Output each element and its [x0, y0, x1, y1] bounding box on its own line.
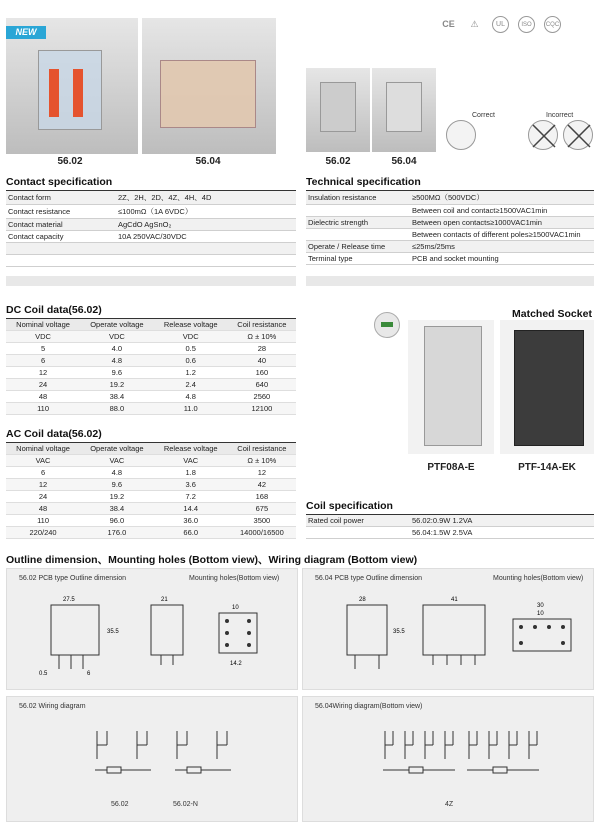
ac-cell: 220/240 — [6, 527, 80, 539]
ac-header: Operate voltage — [80, 443, 154, 455]
dim-label: 10 — [537, 611, 544, 617]
install-correct-label: Correct — [472, 112, 495, 119]
mounting-title-5604: Mounting holes(Bottom view) — [493, 575, 584, 582]
socket-photo-ptf08a — [408, 320, 494, 454]
product-label-5604: 56.04 — [195, 156, 221, 167]
wiring-diagram-5602 — [77, 723, 247, 803]
dc-coil-title: DC Coil data(56.02) — [6, 304, 102, 316]
ac-cell: 110 — [6, 515, 80, 527]
ac-cell: 1.8 — [154, 467, 228, 479]
dc-cell: 9.6 — [80, 367, 154, 379]
tech-value: Between coil and contact≥1500VAC1min — [410, 205, 594, 217]
relay-side-photo-5602 — [306, 68, 370, 152]
dim-label: 14.2 — [230, 661, 242, 667]
matched-socket-title: Matched Socket — [512, 308, 592, 320]
dc-cell: 5 — [6, 343, 80, 355]
tech-label: Insulation resistance — [306, 191, 410, 205]
ac-cell: 66.0 — [154, 527, 228, 539]
ac-cell: 14000/16500 — [228, 527, 296, 539]
dim-label: 21 — [161, 597, 168, 603]
wiring-label-5602: 56.02 — [111, 801, 129, 808]
dc-cell: 38.4 — [80, 391, 154, 403]
dc-header: Nominal voltage — [6, 319, 80, 331]
dc-header: Coil resistance — [228, 319, 296, 331]
contact-label: Contact capacity — [6, 231, 116, 243]
dc-cell: 24 — [6, 379, 80, 391]
dc-cell: 40 — [228, 355, 296, 367]
product-label-5604-b: 56.04 — [391, 156, 417, 167]
divider-bar — [6, 276, 296, 286]
dim-label: 27.5 — [63, 597, 75, 603]
dc-unit: VDC — [154, 331, 228, 343]
tech-value: Between open contacts≥1000VAC1min — [410, 217, 594, 229]
socket-label-ptf08a: PTF08A-E — [427, 462, 475, 473]
dc-cell: 640 — [228, 379, 296, 391]
technical-spec-table — [306, 190, 594, 265]
socket-photo-ptf14a — [500, 320, 594, 454]
dim-label: 28 — [359, 597, 366, 603]
ac-cell: 176.0 — [80, 527, 154, 539]
cqc-icon: CQC — [544, 16, 561, 33]
technical-spec-title: Technical specification — [306, 176, 421, 188]
contact-spec-table — [6, 190, 296, 267]
contact-value: 10A 250VAC/30VDC — [116, 231, 296, 243]
install-incorrect-icon-1 — [528, 120, 558, 150]
coil-spec-value-1: 56.02:0.9W 1.2VA — [410, 515, 594, 527]
ac-unit: Ω ± 10% — [228, 455, 296, 467]
ac-cell: 675 — [228, 503, 296, 515]
outline-drawing-5604 — [333, 589, 583, 684]
ul-icon: UL — [492, 16, 509, 33]
ac-header: Release voltage — [154, 443, 228, 455]
outline-title-5602: 56.02 PCB type Outline dimension — [19, 575, 127, 582]
dc-cell: 4.0 — [80, 343, 154, 355]
dc-unit: VDC — [80, 331, 154, 343]
dc-cell: 28 — [228, 343, 296, 355]
wiring-label-5602n: 56.02-N — [173, 801, 198, 808]
ac-coil-title: AC Coil data(56.02) — [6, 428, 102, 440]
contact-label: Contact material — [6, 219, 116, 231]
relay-5604-body — [160, 60, 256, 128]
iso-icon: ISO — [518, 16, 535, 33]
ac-unit: VAC — [154, 455, 228, 467]
ac-unit: VAC — [6, 455, 80, 467]
dc-cell: 2560 — [228, 391, 296, 403]
product-label-5602-b: 56.02 — [325, 156, 351, 167]
outline-box-5604 — [302, 568, 594, 690]
ac-cell: 24 — [6, 491, 80, 503]
ac-cell: 48 — [6, 503, 80, 515]
install-incorrect-icon-2 — [563, 120, 593, 150]
dim-label: 35.5 — [393, 629, 405, 635]
tech-label — [306, 205, 410, 217]
outline-drawing-5602 — [37, 589, 287, 684]
dc-cell: 12100 — [228, 403, 296, 415]
dc-cell: 88.0 — [80, 403, 154, 415]
tech-label: Operate / Release time — [306, 241, 410, 253]
ac-cell: 96.0 — [80, 515, 154, 527]
contact-value: ≤100mΩ（1A 6VDC） — [116, 205, 296, 219]
dim-label: 30 — [537, 603, 544, 609]
warning-icon: ⚠ — [470, 19, 479, 29]
ac-cell: 19.2 — [80, 491, 154, 503]
dc-cell: 12 — [6, 367, 80, 379]
product-label-5602: 56.02 — [57, 156, 83, 167]
ac-header: Nominal voltage — [6, 443, 80, 455]
contact-label: Contact form — [6, 191, 116, 205]
dc-cell: 19.2 — [80, 379, 154, 391]
coil-spec-table — [306, 514, 594, 539]
wiring-diagram-5604 — [373, 723, 543, 803]
ac-coil-table — [6, 442, 296, 539]
tech-value: Between contacts of different poles≥1500VAC1min — [410, 229, 594, 241]
install-correct-icon — [446, 120, 476, 150]
dc-unit: Ω ± 10% — [228, 331, 296, 343]
ac-cell: 12 — [6, 479, 80, 491]
tech-label: Dielectric strength — [306, 217, 410, 229]
ac-cell: 3.6 — [154, 479, 228, 491]
dc-cell: 2.4 — [154, 379, 228, 391]
tech-value: ≥500MΩ（500VDC） — [410, 191, 594, 205]
dc-cell: 11.0 — [154, 403, 228, 415]
dc-header: Operate voltage — [80, 319, 154, 331]
socket-graphic-icon — [374, 312, 400, 338]
outline-title: Outline dimension、Mounting holes (Bottom view)、Wiring diagram (Bottom view) — [6, 554, 418, 566]
wiring-title-5602: 56.02 Wiring diagram — [19, 703, 86, 710]
dim-label: 35.5 — [107, 629, 119, 635]
contact-value: 2Z、2H、2D、4Z、4H、4D — [116, 191, 296, 205]
ce-icon: CE — [442, 19, 455, 29]
cert-icons — [440, 16, 590, 38]
divider-bar — [306, 276, 594, 286]
mounting-title-5602: Mounting holes(Bottom view) — [189, 575, 280, 582]
coil-spec-label: Rated coil power — [306, 515, 410, 527]
relay-side-photo-5604 — [372, 68, 436, 152]
socket-label-ptf14a: PTF-14A-EK — [518, 462, 576, 473]
dc-header: Release voltage — [154, 319, 228, 331]
dim-label: 0.5 — [39, 671, 48, 677]
tech-label — [306, 229, 410, 241]
tech-value: ≤25ms/25ms — [410, 241, 594, 253]
ac-cell: 7.2 — [154, 491, 228, 503]
ac-cell: 9.6 — [80, 479, 154, 491]
ac-cell: 3500 — [228, 515, 296, 527]
contact-value: AgCdO AgSnO₂ — [116, 219, 296, 231]
ac-cell: 36.0 — [154, 515, 228, 527]
wiring-label-4z: 4Z — [445, 801, 454, 808]
coil-spec-title: Coil specification — [306, 500, 393, 512]
wiring-title-5604: 56.04Wiring diagram(Bottom view) — [315, 703, 423, 710]
outline-box-5602 — [6, 568, 298, 690]
ac-cell: 14.4 — [154, 503, 228, 515]
ac-cell: 38.4 — [80, 503, 154, 515]
dc-cell: 4.8 — [80, 355, 154, 367]
dim-label: 10 — [232, 605, 239, 611]
dc-cell: 160 — [228, 367, 296, 379]
dc-unit: VDC — [6, 331, 80, 343]
dc-cell: 6 — [6, 355, 80, 367]
dc-cell: 0.5 — [154, 343, 228, 355]
ac-unit: VAC — [80, 455, 154, 467]
ac-cell: 6 — [6, 467, 80, 479]
wiring-box-5602 — [6, 696, 298, 822]
outline-title-5604: 56.04 PCB type Outline dimension — [315, 575, 423, 582]
install-incorrect-label: Incorrect — [546, 112, 574, 119]
new-badge: NEW — [6, 26, 46, 39]
dc-cell: 110 — [6, 403, 80, 415]
ac-cell: 168 — [228, 491, 296, 503]
ac-cell: 4.8 — [80, 467, 154, 479]
dc-cell: 48 — [6, 391, 80, 403]
relay-5602-body — [38, 50, 102, 130]
contact-spec-title: Contact specification — [6, 176, 113, 188]
tech-value: PCB and socket mounting — [410, 253, 594, 265]
dc-coil-table — [6, 318, 296, 415]
ac-cell: 42 — [228, 479, 296, 491]
wiring-box-5604 — [302, 696, 594, 822]
dc-cell: 0.6 — [154, 355, 228, 367]
dim-label: 6 — [87, 671, 91, 677]
dim-label: 41 — [451, 597, 458, 603]
dc-cell: 1.2 — [154, 367, 228, 379]
ac-cell: 12 — [228, 467, 296, 479]
dc-cell: 4.8 — [154, 391, 228, 403]
contact-label: Contact resistance — [6, 205, 116, 219]
tech-label: Terminal type — [306, 253, 410, 265]
ac-header: Coil resistance — [228, 443, 296, 455]
coil-spec-value-2: 56.04:1.5W 2.5VA — [410, 527, 594, 539]
